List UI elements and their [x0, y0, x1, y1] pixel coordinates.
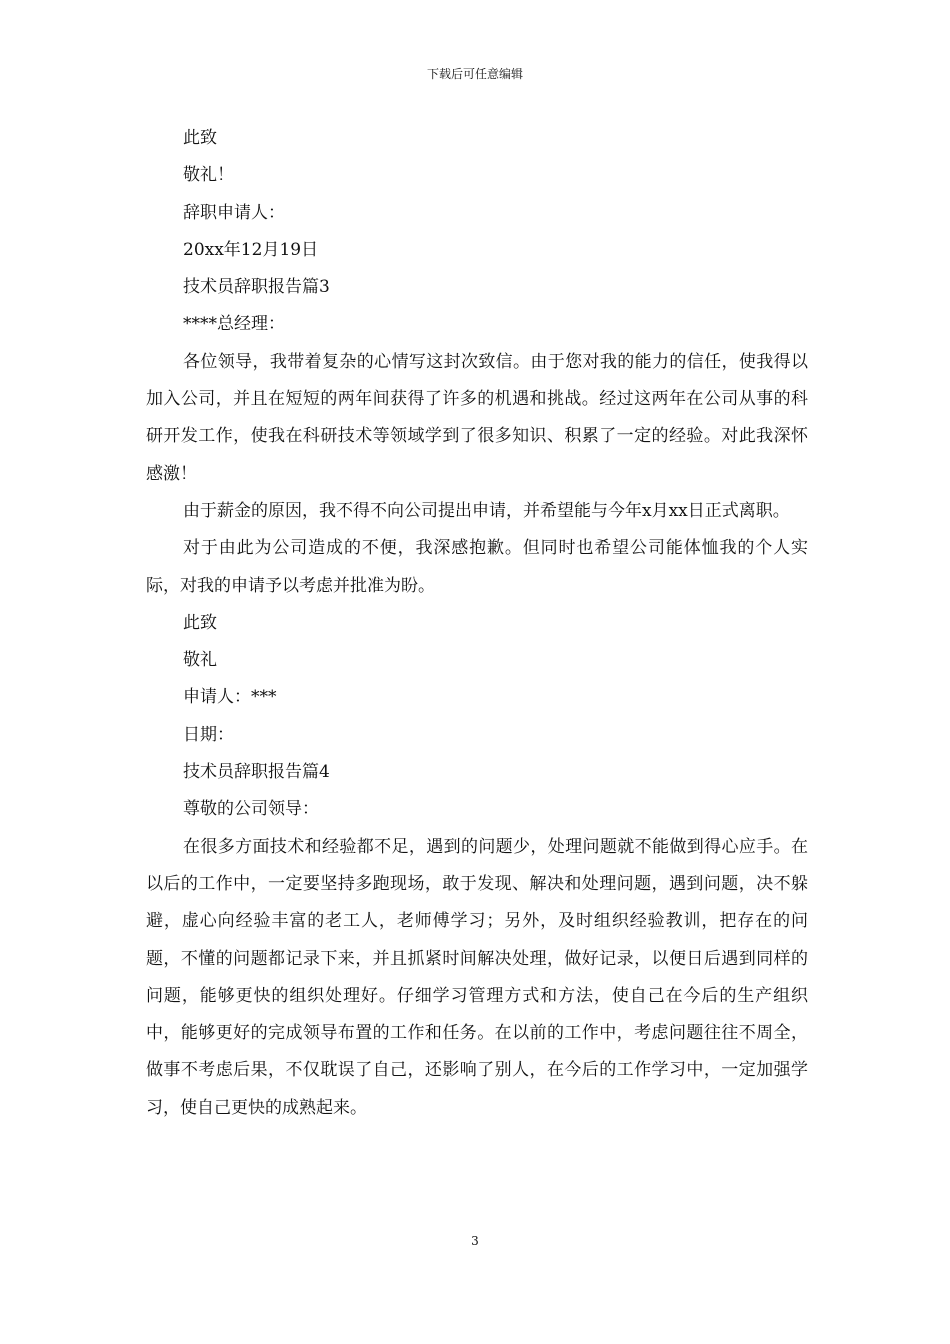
- signature-date: 20xx年12月19日: [183, 239, 319, 260]
- closing-respect: 敬礼！: [183, 165, 234, 186]
- body-paragraph: 各位领导，我带着复杂的心情写这封次致信。由于您对我的能力的信任，使我得以加入公司，并且在短短的两年间获得了许多的机遇和挑战。经过这两年在公司从事的科研开发工作，使我在科研技术等领域学到了很多知识、积累了一定的经验。对此我深怀感激！: [146, 351, 808, 484]
- closing-salutation: 此致: [183, 128, 217, 148]
- signature-date: 日期：: [183, 724, 234, 745]
- section-title-4: 技术员辞职报告篇4: [183, 762, 330, 783]
- closing-salutation: 此致: [183, 612, 217, 633]
- body-paragraph: 对于由此为公司造成的不便，我深感抱歉。但同时也希望公司能体恤我的个人实际，对我的申请予以考虑并批准为盼。: [146, 538, 808, 596]
- page-number: 3: [471, 1234, 479, 1248]
- closing-respect: 敬礼: [183, 650, 217, 671]
- page-header: 下载后可任意编辑: [426, 67, 523, 81]
- letter-greeting: 尊敬的公司领导：: [183, 799, 319, 820]
- letter-greeting: ****总经理：: [183, 314, 285, 335]
- body-paragraph: 在很多方面技术和经验都不足，遇到的问题少，处理问题就不能做到得心应手。在以后的工作中，一定要坚持多跑现场，敢于发现、解决和处理问题，遇到问题，决不躲避，虚心向经验丰富的老工人，老师傅学习；另外，及时组织经验教训，把存在的问题，不懂的问题都记录下来，并且抓紧时间解决处理，做好记录，以便日后遇到同样的问题，能够更快的组织处理好。仔细学习管理方式和方法，使自己在今后的生产组织中，能够更好的完成领导布置的工作和任务。在以前的工作中，考虑问题往往不周全，做事不考虑后果，不仅耽误了自己，还影响了别人，在今后的工作学习中，一定加强学习，使自己更快的成熟起来。: [146, 836, 808, 1118]
- body-paragraph: 由于薪金的原因，我不得不向公司提出申请，并希望能与今年x月xx日正式离职。: [183, 500, 790, 521]
- signature-applicant: 申请人：***: [183, 687, 277, 708]
- document-body: [146, 120, 808, 1127]
- signature-applicant: 辞职申请人：: [183, 202, 285, 223]
- section-title-3: 技术员辞职报告篇3: [183, 277, 330, 298]
